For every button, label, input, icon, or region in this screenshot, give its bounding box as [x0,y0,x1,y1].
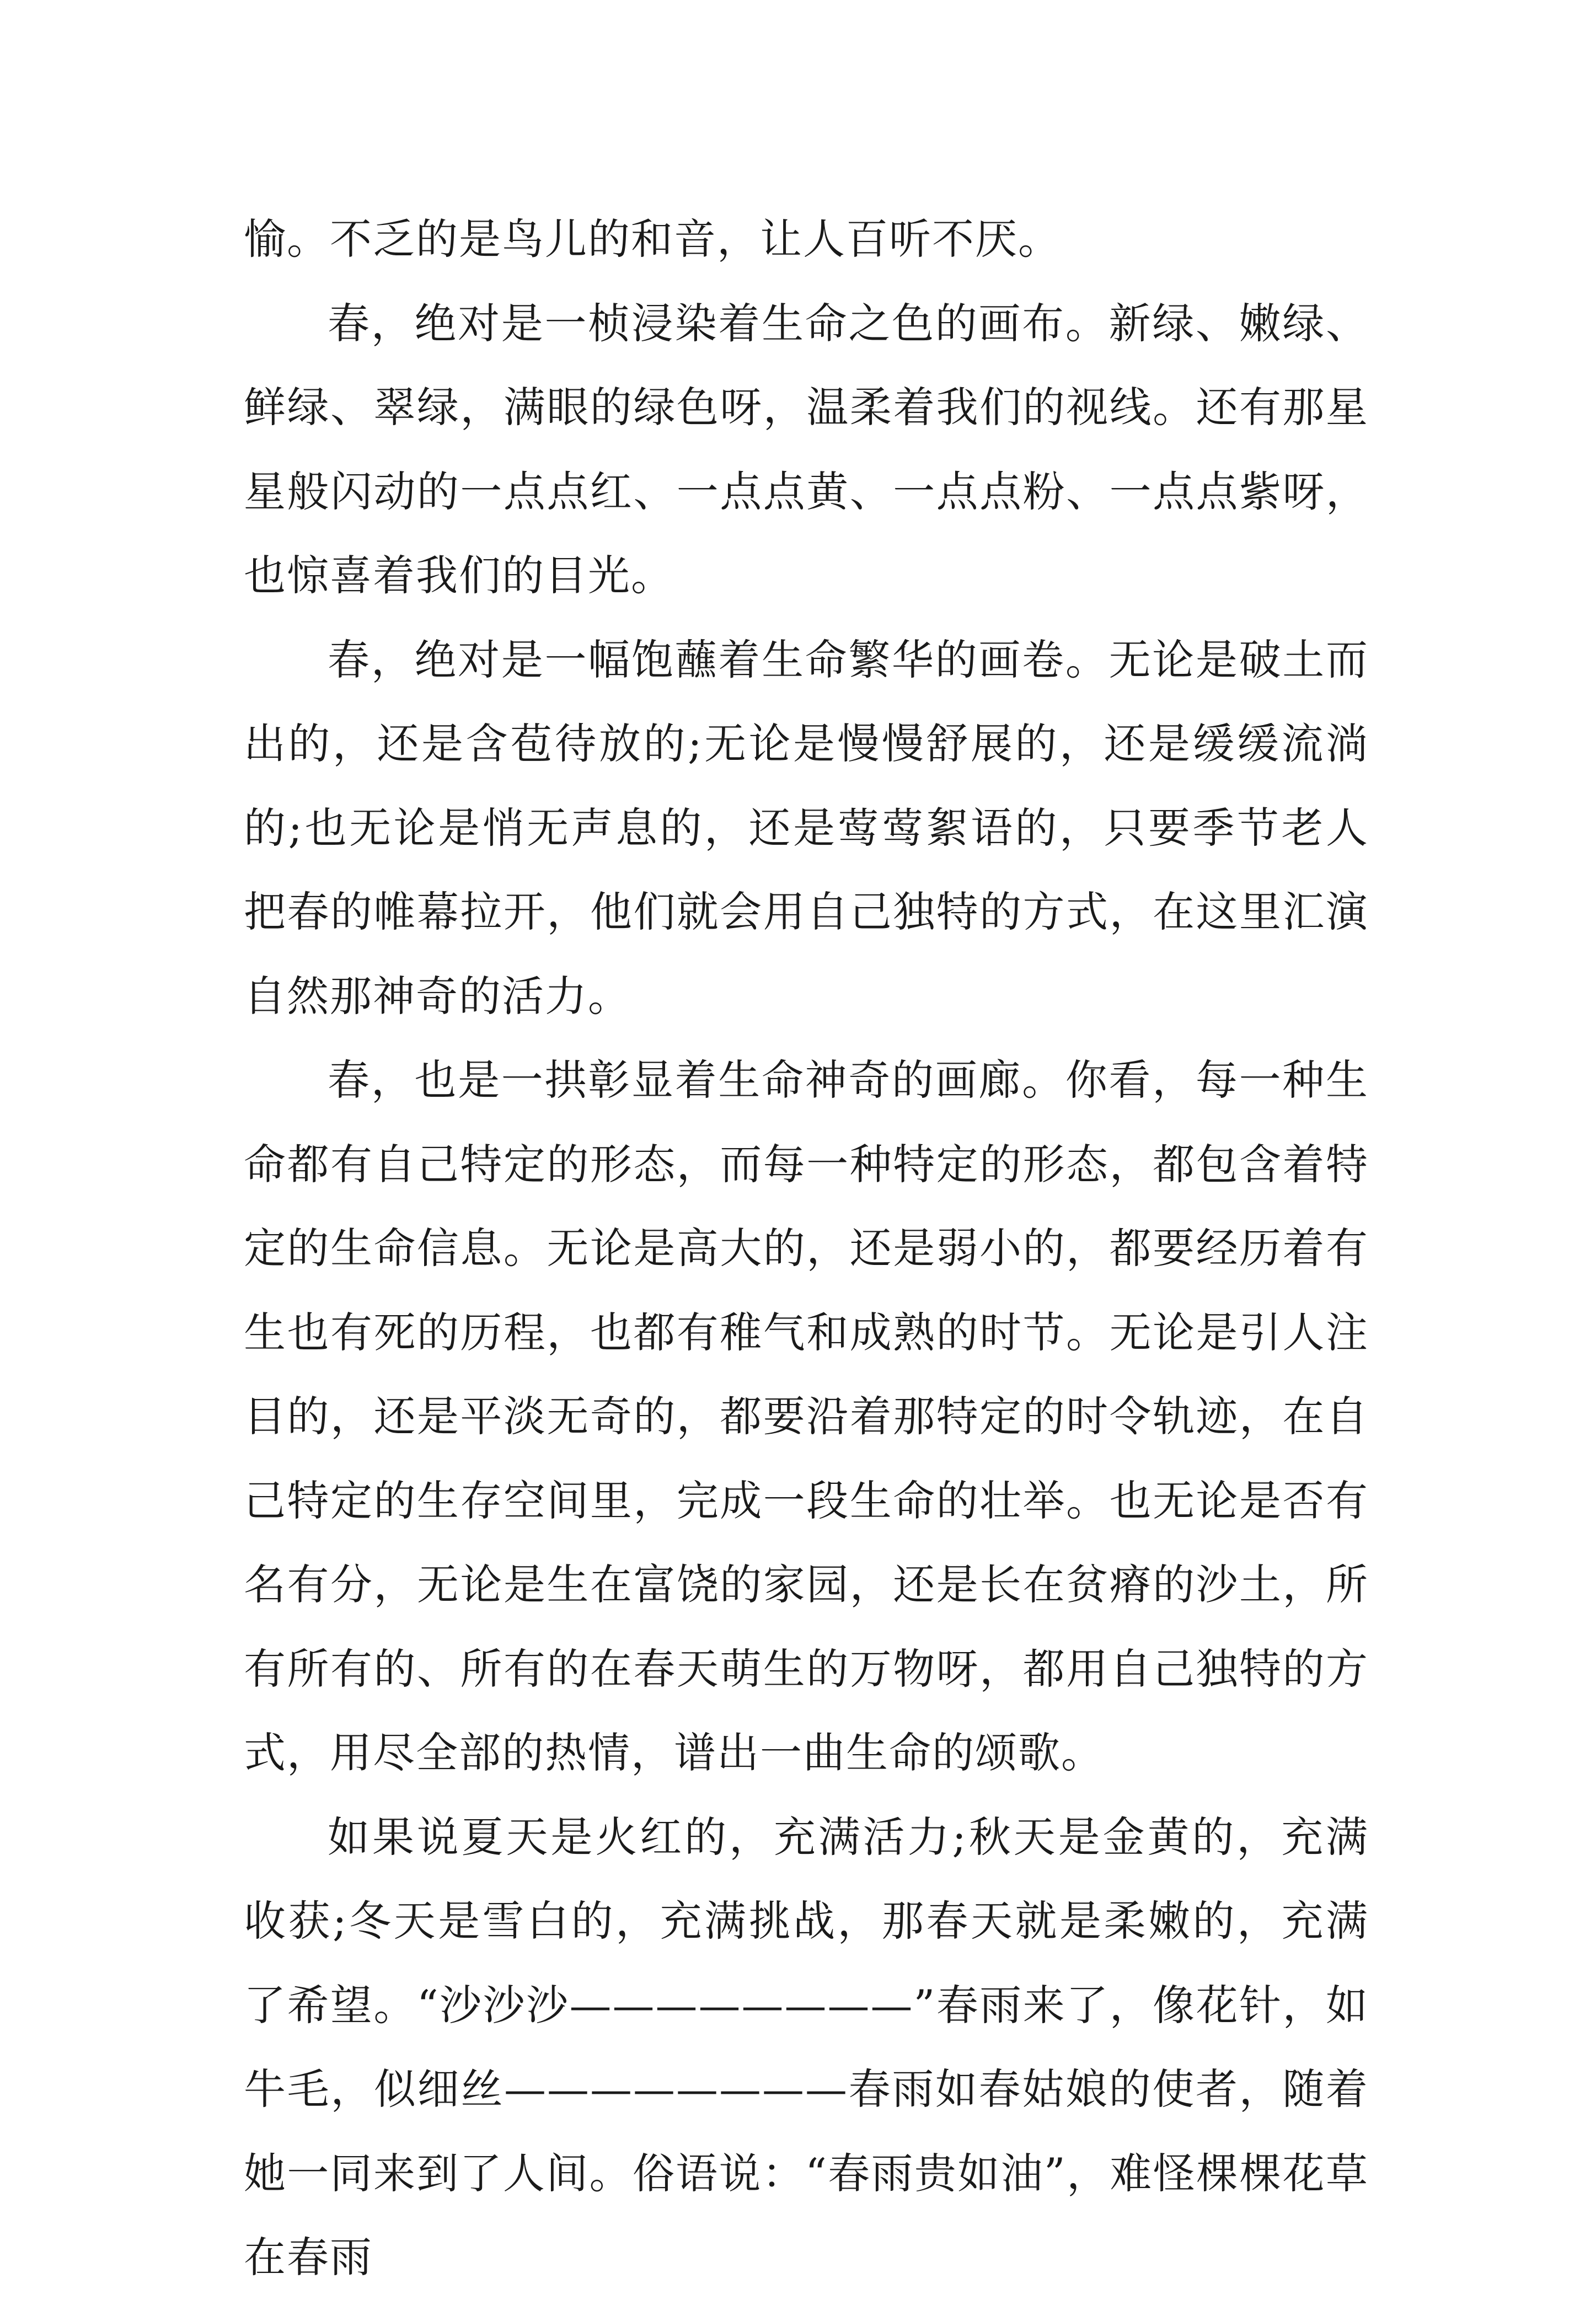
paragraph-5: 如果说夏天是火红的，充满活力;秋天是金黄的，充满收获;冬天是雪白的，充满挑战，那春天就是柔嫩的，充满了希望。“沙沙沙————————”春雨来了，像花针，如牛毛，似细丝————————春雨如春姑娘的使者，随着她一同来到了人间。俗语说：“春雨贵如油”，难怪棵棵花草在春雨 [244,1812,1369,2282]
document-body [244,197,1369,2300]
paragraph-1: 愉。不乏的是鸟儿的和音，让人百听不厌。 [244,215,1061,264]
paragraph-4: 春，也是一拱彰显着生命神奇的画廊。你看，每一种生命都有自己特定的形态，而每一种特定的形态，都包含着特定的生命信息。无论是高大的，还是弱小的，都要经历着有生也有死的历程，也都有稚气和成熟的时节。无论是引人注目的，还是平淡无奇的，都要沿着那特定的时令轨迹，在自己特定的生存空间里，完成一段生命的壮举。也无论是否有名有分，无论是生在富饶的家园，还是长在贫瘠的沙土，所有所有的、所有的在春天萌生的万物呀，都用自己独特的方式，用尽全部的热情，谱出一曲生命的颂歌。 [244,1055,1369,1777]
paragraph-2: 春，绝对是一桢浸染着生命之色的画布。新绿、嫩绿、鲜绿、翠绿，满眼的绿色呀，温柔着我们的视线。还有那星星般闪动的一点点红、一点点黄、一点点粉、一点点紫呀，也惊喜着我们的目光。 [244,298,1369,600]
paragraph-3: 春，绝对是一幅饱蘸着生命繁华的画卷。无论是破土而出的，还是含苞待放的;无论是慢慢舒展的，还是缓缓流淌的;也无论是悄无声息的，还是莺莺絮语的，只要季节老人把春的帷幕拉开，他们就会用自己独特的方式，在这里汇演自然那神奇的活力。 [244,635,1369,1021]
